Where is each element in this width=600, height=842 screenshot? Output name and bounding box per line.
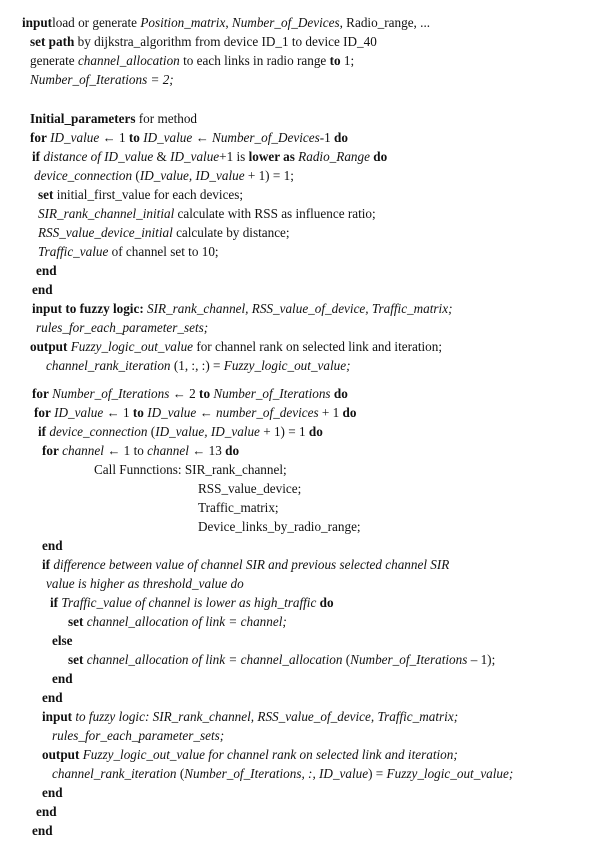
keyword: output	[30, 339, 68, 354]
identifier: channel_allocation of link = channel;	[83, 614, 287, 629]
pseudocode-line	[36, 803, 57, 821]
identifier: Fuzzy_logic_out_value;	[386, 766, 514, 781]
code-text: generate	[30, 53, 78, 68]
keyword: for	[30, 130, 47, 145]
code-text: for channel rank on selected link and iteration;	[193, 339, 443, 354]
identifier: value is higher as threshold_value do	[46, 576, 244, 591]
identifier: Number_of_Iterations	[210, 386, 334, 401]
keyword: end	[32, 282, 53, 297]
code-text: ← 2	[172, 386, 200, 401]
pseudocode-line	[34, 167, 294, 185]
identifier: Fuzzy_logic_out_value	[67, 339, 194, 354]
pseudocode-line	[50, 594, 334, 612]
code-text: + 1) = 1;	[244, 168, 294, 183]
pseudocode-line	[30, 338, 442, 356]
identifier: SIR_rank_channel_initial	[38, 206, 175, 221]
keyword: if	[32, 149, 41, 164]
code-text: initial_first_value for each devices;	[53, 187, 244, 202]
identifier: Traffic_value	[38, 244, 109, 259]
pseudocode-line	[36, 319, 208, 337]
code-text: + 1) = 1	[259, 424, 309, 439]
code-text: ,	[225, 15, 232, 30]
identifier: Fuzzy_logic_out_value;	[223, 358, 351, 373]
pseudocode-line	[32, 822, 53, 840]
identifier: distance of ID_value	[40, 149, 157, 164]
identifier: ID_value	[139, 130, 196, 145]
pseudocode-line	[68, 651, 495, 669]
identifier: Fuzzy_logic_out_value for channel rank on selected link and iteration;	[79, 747, 458, 762]
pseudocode-line	[32, 300, 452, 318]
keyword: end	[52, 671, 73, 686]
keyword: Initial_parameters	[30, 111, 136, 126]
keyword: do	[225, 443, 240, 458]
keyword: for	[42, 443, 59, 458]
identifier: Number_of_Iterations	[350, 652, 468, 667]
keyword: to	[329, 53, 341, 68]
identifier: channel_rank_iteration	[46, 358, 174, 373]
pseudocode-line	[42, 784, 63, 802]
keyword: if	[50, 595, 59, 610]
pseudocode-line	[52, 632, 73, 650]
keyword: do	[333, 386, 348, 401]
pseudocode-line	[52, 727, 224, 745]
code-text: calculate with RSS as influence ratio;	[174, 206, 376, 221]
pseudocode-line	[38, 224, 290, 242]
keyword: input	[42, 709, 73, 724]
pseudocode-line	[42, 442, 239, 460]
pseudocode-line	[30, 71, 174, 89]
code-text: to each links in radio range	[179, 53, 330, 68]
code-text: ← 1 to	[107, 443, 148, 458]
pseudocode-line	[42, 537, 63, 555]
pseudocode-line	[30, 52, 354, 70]
keyword: set	[68, 614, 84, 629]
keyword: input to fuzzy logic:	[32, 301, 148, 316]
code-text: ← 13	[192, 443, 226, 458]
code-text: RSS_value_device;	[198, 481, 302, 496]
identifier: device_connection	[46, 424, 151, 439]
identifier: channel_allocation	[77, 53, 180, 68]
keyword: do	[373, 149, 388, 164]
identifier: ID_value	[170, 149, 220, 164]
keyword: do	[342, 405, 357, 420]
code-text: (	[179, 766, 185, 781]
keyword: end	[42, 785, 63, 800]
pseudocode-line	[30, 129, 348, 147]
keyword: input	[22, 15, 53, 30]
pseudocode-line	[42, 708, 458, 726]
keyword: for	[34, 405, 51, 420]
code-text: for method	[135, 111, 198, 126]
identifier: Number_of_Iterations	[48, 386, 173, 401]
identifier: Number_of_Devices	[212, 130, 320, 145]
code-text: Traffic_matrix;	[198, 500, 279, 515]
keyword: to	[128, 130, 140, 145]
code-text: , Radio_range, ...	[339, 15, 431, 30]
code-text: load or generate	[52, 15, 141, 30]
code-text: (	[150, 424, 156, 439]
keyword: if	[42, 557, 51, 572]
code-text: – 1);	[467, 652, 496, 667]
code-text: -1	[319, 130, 335, 145]
pseudocode-line	[52, 765, 513, 783]
pseudocode-line	[42, 746, 458, 764]
code-text: ) =	[368, 766, 387, 781]
pseudocode-line	[38, 423, 323, 441]
pseudocode-line	[38, 205, 376, 223]
pseudocode-line	[36, 262, 57, 280]
identifier: difference between value of channel SIR and previous selected channel SIR	[50, 557, 450, 572]
identifier: number_of_devices	[216, 405, 319, 420]
pseudocode-line	[32, 281, 53, 299]
identifier: SIR_rank_channel, RSS_value_of_device, Traffic_matrix;	[147, 301, 453, 316]
identifier: Number_of_Devices	[231, 15, 340, 30]
identifier: ID_value	[143, 405, 200, 420]
identifier: ID_value	[46, 130, 103, 145]
identifier: channel_allocation of link = channel_allocation	[83, 652, 346, 667]
identifier: ID_value, ID_value	[139, 168, 245, 183]
code-text: (	[135, 168, 140, 183]
code-text: ← 1	[106, 405, 133, 420]
code-text: 1;	[340, 53, 355, 68]
identifier: to fuzzy logic: SIR_rank_channel, RSS_value_of_device, Traffic_matrix;	[72, 709, 459, 724]
pseudocode-line	[30, 33, 377, 51]
keyword: end	[42, 538, 63, 553]
keyword: if	[38, 424, 47, 439]
pseudocode-line	[198, 480, 301, 498]
code-text: (1, :, :) =	[173, 358, 224, 373]
identifier: ID_value	[50, 405, 107, 420]
pseudocode-line	[198, 518, 361, 536]
identifier: Radio_Range	[294, 149, 374, 164]
code-text: Call Funnctions: SIR_rank_channel;	[94, 462, 287, 477]
code-text: &	[156, 149, 171, 164]
pseudocode-line	[94, 461, 287, 479]
keyword: end	[36, 263, 57, 278]
pseudocode-line	[22, 14, 430, 32]
code-text: (	[345, 652, 351, 667]
keyword: set	[38, 187, 54, 202]
keyword: end	[36, 804, 57, 819]
identifier: Number_of_Iterations, :, ID_value	[184, 766, 369, 781]
code-text: of channel set to 10;	[108, 244, 219, 259]
keyword: lower as	[248, 149, 295, 164]
identifier: channel	[58, 443, 108, 458]
pseudocode-line	[34, 404, 356, 422]
code-text: ←	[195, 130, 213, 145]
identifier: Number_of_Iterations = 2;	[30, 72, 174, 87]
identifier: Position_matrix	[140, 15, 226, 30]
pseudocode-line	[46, 575, 244, 593]
keyword: for	[32, 386, 49, 401]
identifier: rules_for_each_parameter_sets;	[52, 728, 225, 743]
keyword: end	[42, 690, 63, 705]
pseudocode-line	[38, 186, 243, 204]
keyword: do	[334, 130, 348, 145]
pseudocode-line	[68, 613, 287, 631]
code-text: calculate by distance;	[172, 225, 290, 240]
identifier: ID_value, ID_value	[155, 424, 260, 439]
code-text: ← 1	[102, 130, 129, 145]
keyword: to	[132, 405, 144, 420]
code-text: by dijkstra_algorithm from device ID_1 to device ID_40	[74, 34, 377, 49]
code-text: +1 is	[219, 149, 249, 164]
keyword: set	[68, 652, 84, 667]
keyword: do	[308, 424, 323, 439]
pseudocode-line	[42, 556, 449, 574]
identifier: rules_for_each_parameter_sets;	[36, 320, 209, 335]
identifier: device_connection	[34, 168, 136, 183]
identifier: channel	[147, 443, 193, 458]
pseudocode-line	[42, 689, 63, 707]
pseudocode-line	[32, 148, 387, 166]
keyword: to	[199, 386, 211, 401]
code-text: ←	[199, 405, 217, 420]
keyword: set path	[30, 34, 75, 49]
keyword: else	[52, 633, 73, 648]
identifier: channel_rank_iteration	[52, 766, 180, 781]
pseudocode-line	[30, 110, 197, 128]
pseudocode-line	[38, 243, 219, 261]
identifier: RSS_value_device_initial	[38, 225, 173, 240]
identifier: Traffic_value of channel is lower as high_traffic	[58, 595, 320, 610]
keyword: do	[319, 595, 334, 610]
pseudocode-line	[198, 499, 279, 517]
keyword: end	[32, 823, 53, 838]
code-text: Device_links_by_radio_range;	[198, 519, 361, 534]
keyword: output	[42, 747, 80, 762]
pseudocode-line	[52, 670, 73, 688]
pseudocode-line	[46, 357, 350, 375]
code-text: + 1	[318, 405, 343, 420]
pseudocode-line	[32, 385, 348, 403]
